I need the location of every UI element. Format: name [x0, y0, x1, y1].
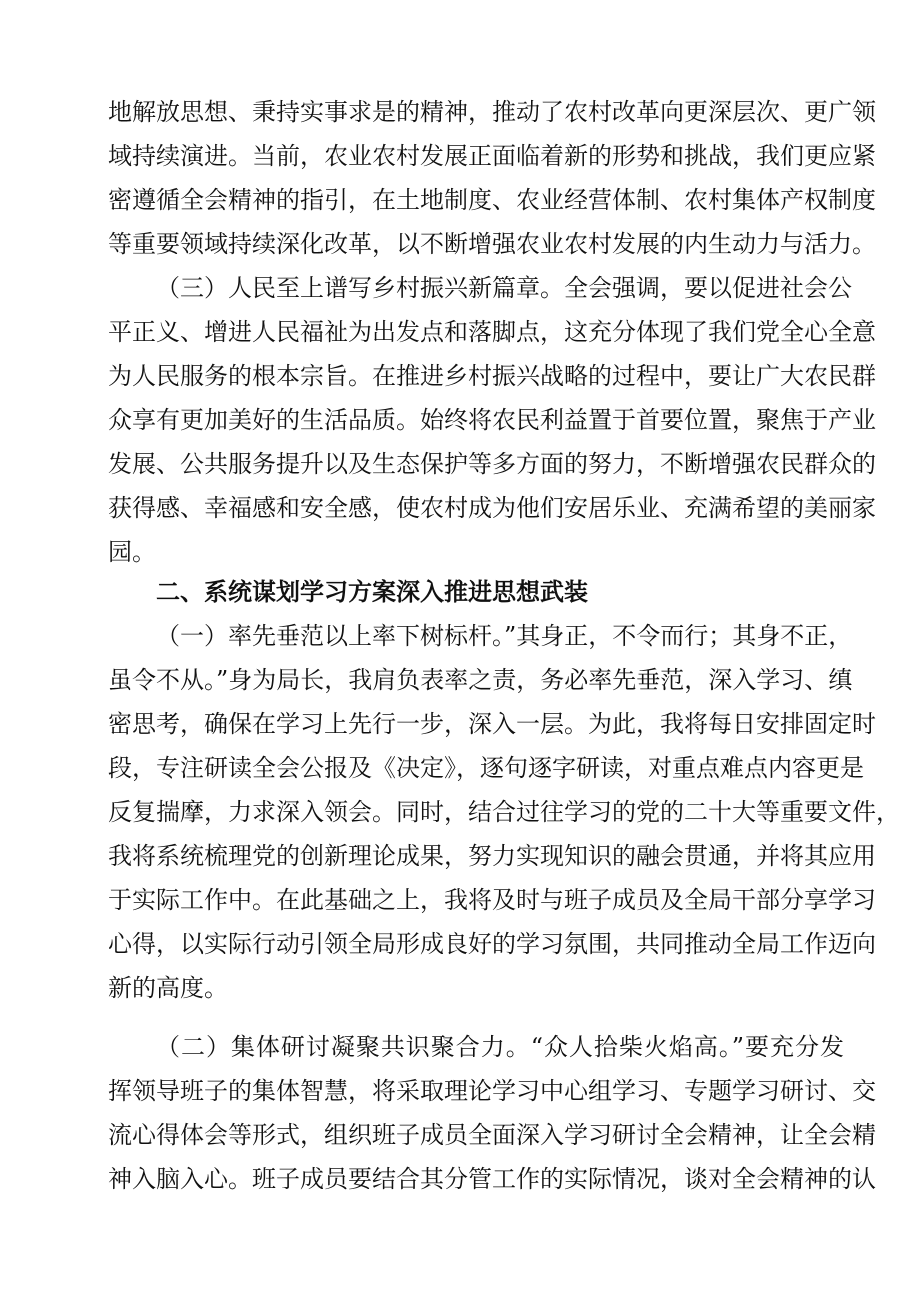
- paragraph-line: 地解放思想、秉持实事求是的精神，推动了农村改革向更深层次、更广领: [108, 98, 876, 126]
- paragraph-line: 为人民服务的根本宗旨。在推进乡村振兴战略的过程中，要让广大农民群: [108, 362, 876, 390]
- paragraph-line: 我将系统梳理党的创新理论成果，努力实现知识的融会贯通，并将其应用: [108, 842, 876, 870]
- section-heading: 二、系统谋划学习方案深入推进思想武装: [156, 578, 588, 606]
- paragraph-line: 挥领导班子的集体智慧，将采取理论学习中心组学习、专题学习研讨、交: [108, 1077, 876, 1105]
- paragraph-line: 新的高度。: [108, 974, 228, 1002]
- paragraph-line: 发展、公共服务提升以及生态保护等多方面的努力，不断增强农民群众的: [108, 450, 876, 478]
- paragraph-line: 虽令不从。”身为局长，我肩负表率之责，务必率先垂范，深入学习、缜: [108, 666, 853, 694]
- paragraph-line: 反复揣摩，力求深入领会。同时，结合过往学习的党的二十大等重要文件，: [108, 798, 900, 826]
- paragraph-line: 平正义、增进人民福祉为出发点和落脚点，这充分体现了我们党全心全意: [108, 318, 876, 346]
- paragraph-line: 等重要领域持续深化改革，以不断增强农业农村发展的内生动力与活力。: [108, 230, 876, 258]
- paragraph-line: （三）人民至上谱写乡村振兴新篇章。全会强调，要以促进社会公: [156, 274, 852, 302]
- paragraph-line: 园。: [108, 538, 156, 566]
- paragraph-line: 密思考，确保在学习上先行一步，深入一层。为此，我将每日安排固定时: [108, 710, 876, 738]
- paragraph-line: （一）率先垂范以上率下树标杆。”其身正，不令而行；其身不正，: [156, 622, 853, 650]
- paragraph-line: 密遵循全会精神的指引，在土地制度、农业经营体制、农村集体产权制度: [108, 186, 876, 214]
- paragraph-line: 域持续演进。当前，农业农村发展正面临着新的形势和挑战，我们更应紧: [108, 142, 876, 170]
- paragraph-line: 神入脑入心。班子成员要结合其分管工作的实际情况，谈对全会精神的认: [108, 1165, 876, 1193]
- paragraph-line: 心得，以实际行动引领全局形成良好的学习氛围，共同推动全局工作迈向: [108, 930, 876, 958]
- paragraph-line: 于实际工作中。在此基础之上，我将及时与班子成员及全局干部分享学习: [108, 886, 876, 914]
- paragraph-line: 段，专注研读全会公报及《决定》，逐句逐字研读，对重点难点内容更是: [108, 754, 864, 782]
- paragraph-line: 获得感、幸福感和安全感，使农村成为他们安居乐业、充满希望的美丽家: [108, 494, 876, 522]
- paragraph-line: 流心得体会等形式，组织班子成员全面深入学习研讨全会精神，让全会精: [108, 1121, 876, 1149]
- paragraph-line: （二）集体研讨凝聚共识聚合力。“众人拾柴火焰高。”要充分发: [156, 1033, 844, 1061]
- paragraph-line: 众享有更加美好的生活品质。始终将农民利益置于首要位置，聚焦于产业: [108, 406, 876, 434]
